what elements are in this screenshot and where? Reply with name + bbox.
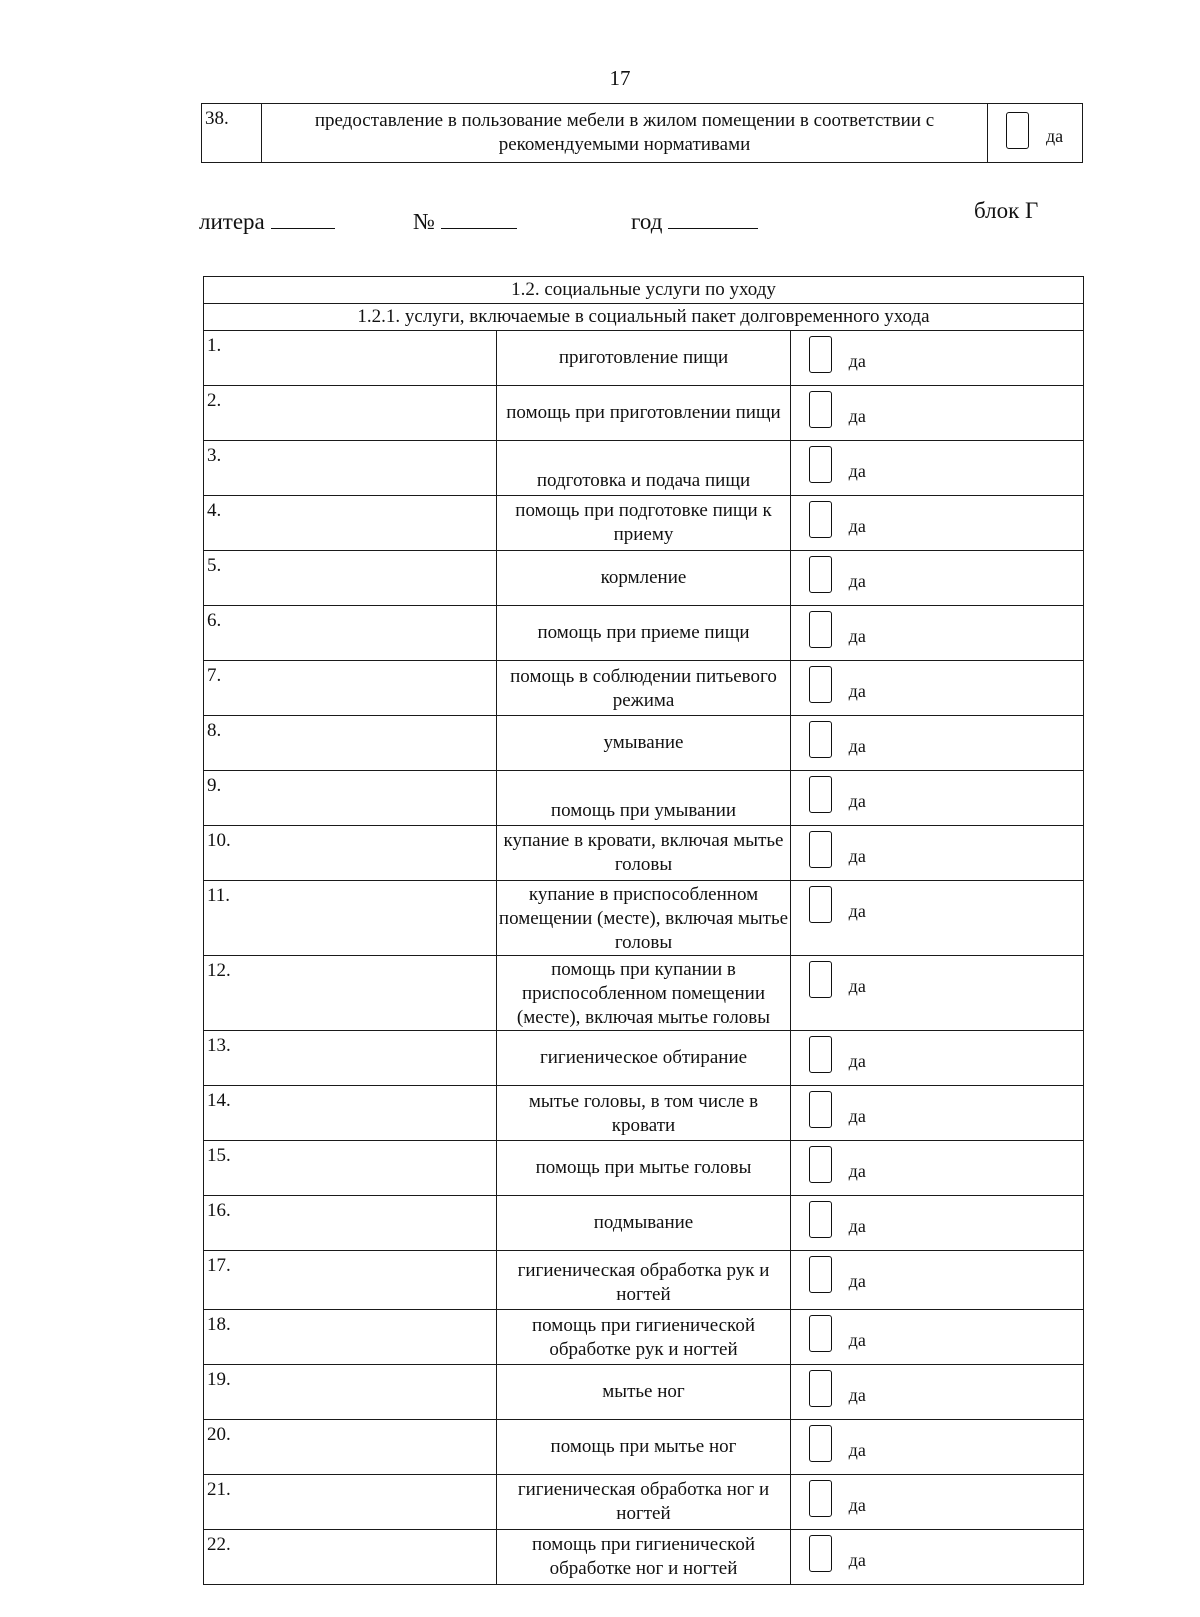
service-description: купание в приспособленном помещении (месте), включая мытье головы: [497, 881, 790, 956]
row-number: 13.: [204, 1031, 497, 1086]
table-row: [204, 771, 1084, 826]
row-number: 38.: [202, 104, 262, 163]
service-description: помощь при приеме пищи: [497, 606, 790, 661]
yes-checkbox[interactable]: [809, 1091, 832, 1128]
yes-checkbox[interactable]: [809, 776, 832, 813]
table-row: [204, 441, 1084, 496]
table-row: [204, 1086, 1084, 1141]
yes-checkbox[interactable]: [809, 1256, 832, 1293]
service-description: мытье ног: [497, 1365, 790, 1420]
table-row: [204, 1251, 1084, 1310]
yes-cell: [790, 1310, 1083, 1365]
section-header-row: [204, 277, 1084, 304]
yes-checkbox[interactable]: [809, 1146, 832, 1183]
table-row: [204, 386, 1084, 441]
row-number: 2.: [204, 386, 497, 441]
row-number: 15.: [204, 1141, 497, 1196]
service-description: гигиеническая обработка ног и ногтей: [497, 1475, 790, 1530]
yes-checkbox[interactable]: [809, 1425, 832, 1462]
table-row: [202, 104, 1083, 163]
yes-label: да: [848, 846, 866, 866]
yes-cell: [790, 331, 1083, 386]
row-number: 5.: [204, 551, 497, 606]
table-row: [204, 606, 1084, 661]
yes-label: да: [848, 1385, 866, 1405]
row-number: 4.: [204, 496, 497, 551]
service-description: помощь при мытье ног: [497, 1420, 790, 1475]
row-number: 17.: [204, 1251, 497, 1310]
row-number: 6.: [204, 606, 497, 661]
row-number: 1.: [204, 331, 497, 386]
yes-cell: [790, 1365, 1083, 1420]
service-description: подготовка и подача пищи: [497, 441, 790, 496]
service-description: помощь при подготовке пищи к приему: [497, 496, 790, 551]
yes-checkbox[interactable]: [809, 501, 832, 538]
yes-cell: [790, 771, 1083, 826]
table-row: [204, 1475, 1084, 1530]
yes-label: да: [848, 516, 866, 536]
yes-cell: [790, 661, 1083, 716]
yes-checkbox[interactable]: [809, 1201, 832, 1238]
service-description: помощь при гигиенической обработке ног и ногтей: [497, 1530, 790, 1585]
yes-cell: [790, 1031, 1083, 1086]
yes-cell: [790, 1086, 1083, 1141]
yes-checkbox[interactable]: [809, 391, 832, 428]
yes-cell: [790, 551, 1083, 606]
page-number: 17: [609, 66, 631, 90]
table-row: [204, 956, 1084, 1031]
number-field: [413, 208, 517, 235]
row-number: 8.: [204, 716, 497, 771]
yes-checkbox[interactable]: [809, 1535, 832, 1572]
service-description: предоставление в пользование мебели в жилом помещении в соответствии с рекомендуемыми нормативами: [262, 104, 988, 163]
yes-checkbox[interactable]: [1006, 112, 1029, 149]
table-row: [204, 1196, 1084, 1251]
row-number: 21.: [204, 1475, 497, 1530]
service-description: купание в кровати, включая мытье головы: [497, 826, 790, 881]
yes-label: да: [848, 626, 866, 646]
row-number: 14.: [204, 1086, 497, 1141]
service-description: приготовление пищи: [497, 331, 790, 386]
table-row: [204, 551, 1084, 606]
table-row: [204, 1365, 1084, 1420]
subsection-header-row: [204, 304, 1084, 331]
yes-checkbox[interactable]: [809, 611, 832, 648]
yes-checkbox[interactable]: [809, 886, 832, 923]
table-row: [204, 1310, 1084, 1365]
yes-checkbox[interactable]: [809, 556, 832, 593]
yes-label: да: [848, 976, 866, 996]
yes-checkbox[interactable]: [809, 666, 832, 703]
yes-cell: [988, 104, 1083, 163]
table-row: [204, 716, 1084, 771]
yes-cell: [790, 606, 1083, 661]
service-description: гигиеническая обработка рук и ногтей: [497, 1251, 790, 1310]
yes-checkbox[interactable]: [809, 721, 832, 758]
yes-label: да: [848, 351, 866, 371]
row-number: 10.: [204, 826, 497, 881]
yes-label: да: [848, 1271, 866, 1291]
number-label: №: [413, 209, 435, 234]
row-number: 11.: [204, 881, 497, 956]
yes-cell: [790, 386, 1083, 441]
table-row: [204, 826, 1084, 881]
block-label: блок Г: [974, 198, 1039, 223]
yes-label: да: [848, 681, 866, 701]
service-description: помощь при приготовлении пищи: [497, 386, 790, 441]
row-number: 18.: [204, 1310, 497, 1365]
year-input[interactable]: [668, 208, 758, 229]
row-number: 9.: [204, 771, 497, 826]
row-number: 22.: [204, 1530, 497, 1585]
yes-checkbox[interactable]: [809, 336, 832, 373]
service-description: гигиеническое обтирание: [497, 1031, 790, 1086]
table-row: [204, 1530, 1084, 1585]
yes-cell: [790, 441, 1083, 496]
subsection-title: 1.2.1. услуги, включаемые в социальный пакет долговременного ухода: [204, 304, 1084, 331]
top-services-table: [201, 103, 1083, 163]
yes-label: да: [848, 571, 866, 591]
yes-checkbox[interactable]: [809, 831, 832, 868]
yes-checkbox[interactable]: [809, 1480, 832, 1517]
yes-label: да: [848, 1550, 866, 1570]
service-description: помощь при купании в приспособленном помещении (месте), включая мытье головы: [497, 956, 790, 1031]
litera-label: литера: [199, 209, 265, 234]
yes-cell: [790, 1196, 1083, 1251]
yes-checkbox[interactable]: [809, 446, 832, 483]
yes-cell: [790, 956, 1083, 1031]
year-field: [631, 208, 758, 235]
yes-cell: [790, 1141, 1083, 1196]
yes-label: да: [848, 406, 866, 426]
table-row: [204, 1031, 1084, 1086]
table-row: [204, 496, 1084, 551]
yes-cell: [790, 826, 1083, 881]
service-description: мытье головы, в том числе в кровати: [497, 1086, 790, 1141]
yes-label: да: [848, 1051, 866, 1071]
row-number: 12.: [204, 956, 497, 1031]
yes-cell: [790, 1420, 1083, 1475]
year-label: год: [631, 209, 663, 234]
yes-checkbox[interactable]: [809, 1370, 832, 1407]
litera-input[interactable]: [271, 208, 335, 229]
row-number: 7.: [204, 661, 497, 716]
number-input[interactable]: [441, 208, 517, 229]
yes-checkbox[interactable]: [809, 1315, 832, 1352]
service-description: умывание: [497, 716, 790, 771]
yes-cell: [790, 881, 1083, 956]
table-row: [204, 661, 1084, 716]
yes-label: да: [848, 1440, 866, 1460]
litera-field: [199, 208, 335, 235]
table-row: [204, 1420, 1084, 1475]
yes-label: да: [848, 1216, 866, 1236]
yes-cell: [790, 716, 1083, 771]
service-description: помощь при гигиенической обработке рук и ногтей: [497, 1310, 790, 1365]
yes-label: да: [848, 1161, 866, 1181]
row-number: 19.: [204, 1365, 497, 1420]
yes-cell: [790, 496, 1083, 551]
yes-checkbox[interactable]: [809, 1036, 832, 1073]
yes-label: да: [848, 461, 866, 481]
yes-label: да: [848, 901, 866, 921]
row-number: 3.: [204, 441, 497, 496]
section-title: 1.2. социальные услуги по уходу: [204, 277, 1084, 304]
service-description: помощь в соблюдении питьевого режима: [497, 661, 790, 716]
yes-label: да: [1046, 126, 1064, 146]
yes-cell: [790, 1251, 1083, 1310]
service-description: подмывание: [497, 1196, 790, 1251]
service-description: помощь при умывании: [497, 771, 790, 826]
row-number: 16.: [204, 1196, 497, 1251]
service-description: кормление: [497, 551, 790, 606]
table-row: [204, 1141, 1084, 1196]
yes-cell: [790, 1530, 1083, 1585]
yes-label: да: [848, 791, 866, 811]
yes-checkbox[interactable]: [809, 961, 832, 998]
yes-cell: [790, 1475, 1083, 1530]
table-row: [204, 881, 1084, 956]
yes-label: да: [848, 736, 866, 756]
row-number: 20.: [204, 1420, 497, 1475]
yes-label: да: [848, 1106, 866, 1126]
yes-label: да: [848, 1495, 866, 1515]
service-description: помощь при мытье головы: [497, 1141, 790, 1196]
yes-label: да: [848, 1330, 866, 1350]
care-services-table: [203, 276, 1084, 1585]
table-row: [204, 331, 1084, 386]
